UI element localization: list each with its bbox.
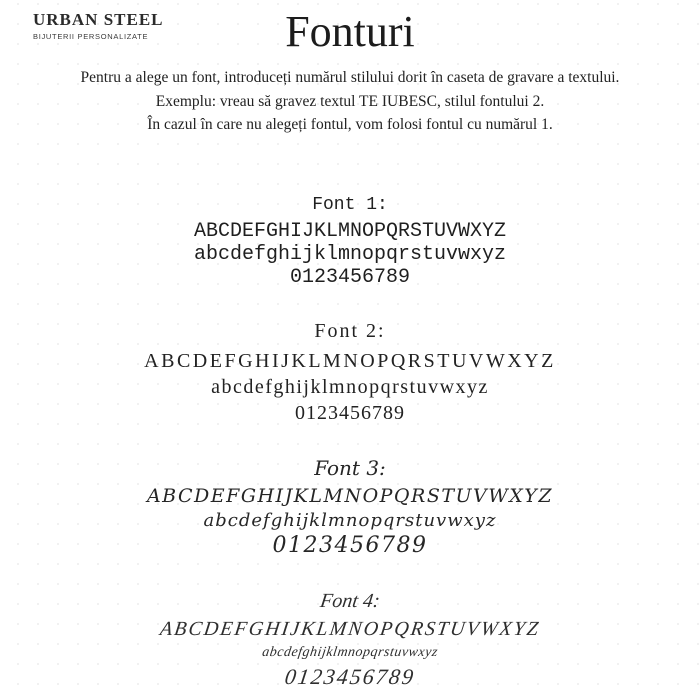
font-4-uppercase-row: ABCDEFGHIJKLMNOPQRSTUVWXYZ [158,617,542,640]
intro-line-1: Pentru a alege un font, introduceți numărul stilului dorit în caseta de gravare a textului. [80,69,620,86]
font-4-lowercase-row: abcdefghijklmnopqrstuvwxyz [261,644,439,660]
brand-logo[interactable] [33,10,164,41]
font-3-label: Font 3: [314,455,386,480]
font-1-uppercase-row: ABCDEFGHIJKLMNOPQRSTUVWXYZ [193,219,507,243]
font-2-lowercase-row: abcdefghijklmnopqrstuvwxyz [211,375,489,398]
font-1-label: Font 1: [312,194,388,215]
font-sample-3 [0,455,700,559]
font-1-digits-row: 0123456789 [289,265,411,289]
font-1-lowercase-row: abcdefghijklmnopqrstuvwxyz [193,242,507,266]
intro-paragraph [0,66,700,137]
font-sample-2 [0,318,700,426]
intro-line-2: Exemplu: vreau să gravez textul TE IUBESC, stilul fontului 2. [155,92,545,110]
font-3-uppercase-row: ABCDEFGHIJKLMNOPQRSTUVWXYZ [146,484,554,507]
brand-name: URBAN STEEL [33,10,164,29]
font-2-uppercase-row: ABCDEFGHIJKLMNOPQRSTUVWXYZ [144,349,556,372]
page-title: Fonturi [285,7,415,56]
intro-line-3: În cazul în care nu alegeți fontul, vom folosi fontul cu numărul 1. [147,116,553,133]
font-4-digits-row: 0123456789 [283,663,417,689]
font-samples-list [0,193,700,690]
font-3-digits-row: 0123456789 [272,532,428,558]
font-sample-4 [0,588,700,690]
font-3-lowercase-row: abcdefghijklmnopqrstuvwxyz [203,509,497,531]
font-4-label: Font 4: [318,589,382,612]
brand-tagline: BIJUTERII PERSONALIZATE [33,32,149,41]
font-2-digits-row: 0123456789 [295,401,405,424]
font-sample-1 [0,193,700,289]
font-2-label: Font 2: [314,319,386,342]
